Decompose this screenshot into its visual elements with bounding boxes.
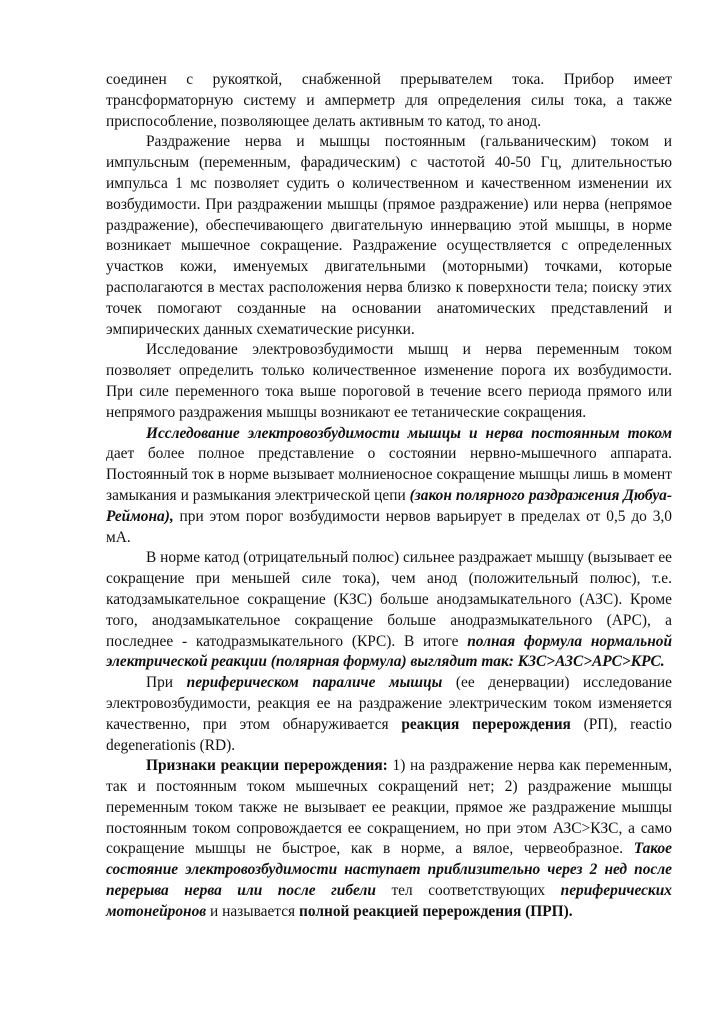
paragraph-4-text-1: дает более полное представление о состоянии нервно-мышечного аппарата. Постоянный ток в норме вызывает молниеносное сокращение мышцы лишь в момент замыкания и размыкания электрической цепи xyxy=(106,445,672,504)
paragraph-5-emphasis: полная формула нормальной электрической реакции (полярная формула) выглядит так: КЗС>АЗС>АРС>КРС. xyxy=(106,632,673,671)
paragraph-3-text: Исследование электровозбудимости мышц и нерва переменным током позволяет определить только количественное изменение порога их возбудимости. При силе переменного тока выше пороговой в течение всего периода прямого или непрямого раздражения мышцы возникают ее тетанические сокращения. xyxy=(106,341,672,421)
paragraph-7-text-3: и называется xyxy=(206,902,299,920)
paragraph-4-text-2: при этом порог возбудимости нервов варьирует в пределах от 0,5 до 3,0 мА. xyxy=(106,507,672,546)
paragraph-4-emphasis-2: (закон полярного раздражения Дюбуа-Реймона), xyxy=(106,486,672,525)
paragraph-7 xyxy=(106,756,672,922)
paragraph-7-text-2: тел соответствующих xyxy=(375,882,561,900)
paragraph-2-text: Раздражение нерва и мышцы постоянным (гальваническим) током и импульсным (переменным, фарадическим) с частотой 40-50 Гц, длительностью импульса 1 мс позволяет судить о количественном и качественном изменении их возбудимости. При раздражении мышцы (прямое раздражение) или нерва (непрямое раздражение), обеспечивающего двигательную иннервацию этой мышцы, в норме возникает мышечное сокращение. Раздражение осуществляется с определенных участков кожи, именуемых двигательными (моторными) точками, которые располагаются в местах расположения нерва близко к поверхности тела; поиску этих точек помогают созданные на основании анатомических представлений и эмпирических данных схематические рисунки. xyxy=(106,133,672,338)
paragraph-5 xyxy=(106,548,672,673)
paragraph-6-emphasis: периферическом параличе мышцы xyxy=(186,674,443,692)
paragraph-6-text-1: При xyxy=(146,674,187,692)
paragraph-7-emphasis-1: Такое состояние электровозбудимости наступает приблизительно через 2 нед после перерыва нерва или после гибели xyxy=(106,840,672,900)
paragraph-7-text-1: 1) на раздражение нерва как переменным, так и постоянным током мышечных сокращений нет; 2) раздражение мышцы переменным током также не вызывает ее реакции, прямое же раздражение мышцы постоянным током сопровождается ее сокращением, но при этом АЗС>КЗС, а само сокращение мышцы не быстрое, как в норме, а вялое, червеобразное. xyxy=(106,757,672,858)
paragraph-2 xyxy=(106,132,672,340)
paragraph-6-bold: реакция перерождения xyxy=(401,715,571,733)
paragraph-4 xyxy=(106,424,672,549)
paragraph-5-text-1: В норме катод (отрицательный полюс) сильнее раздражает мышцу (вызывает ее сокращение при меньшей силе тока), чем анод (положительный полюс), т.е. катодзамыкательное сокращение (КЗС) больше анодзамыкательного (АЗС). Кроме того, анодзамыкательное сокращение больше анодразмыкательного (АРС), а последнее - катодразмыкательного (КРС). В итоге xyxy=(106,549,672,650)
paragraph-6 xyxy=(106,673,672,756)
paragraph-6-text-3: (РП), reactio degenerationis (RD). xyxy=(106,715,672,754)
paragraph-4-emphasis-1: Исследование электровозбудимости мышцы и нерва постоянным током xyxy=(146,424,672,442)
paragraph-7-bold-1: Признаки реакции перерождения: xyxy=(146,757,388,775)
paragraph-7-emphasis-2: периферических мотонейронов xyxy=(106,882,672,920)
paragraph-1 xyxy=(106,70,672,132)
paragraph-3 xyxy=(106,340,672,423)
document-page xyxy=(106,70,672,923)
paragraph-1-text: соединен с рукояткой, снабженной прерывателем тока. Прибор имеет трансформаторную систему и амперметр для определения силы тока, а также приспособление, позволяющее делать активным то катод, то анод. xyxy=(106,71,672,130)
paragraph-7-bold-2: полной реакцией перерождения (ПРП). xyxy=(298,902,573,920)
paragraph-6-text-2: (ее денервации) исследование электровозбудимости, реакция ее на раздражение электрическим током изменяется качественно, при этом обнаруживается xyxy=(106,674,672,733)
